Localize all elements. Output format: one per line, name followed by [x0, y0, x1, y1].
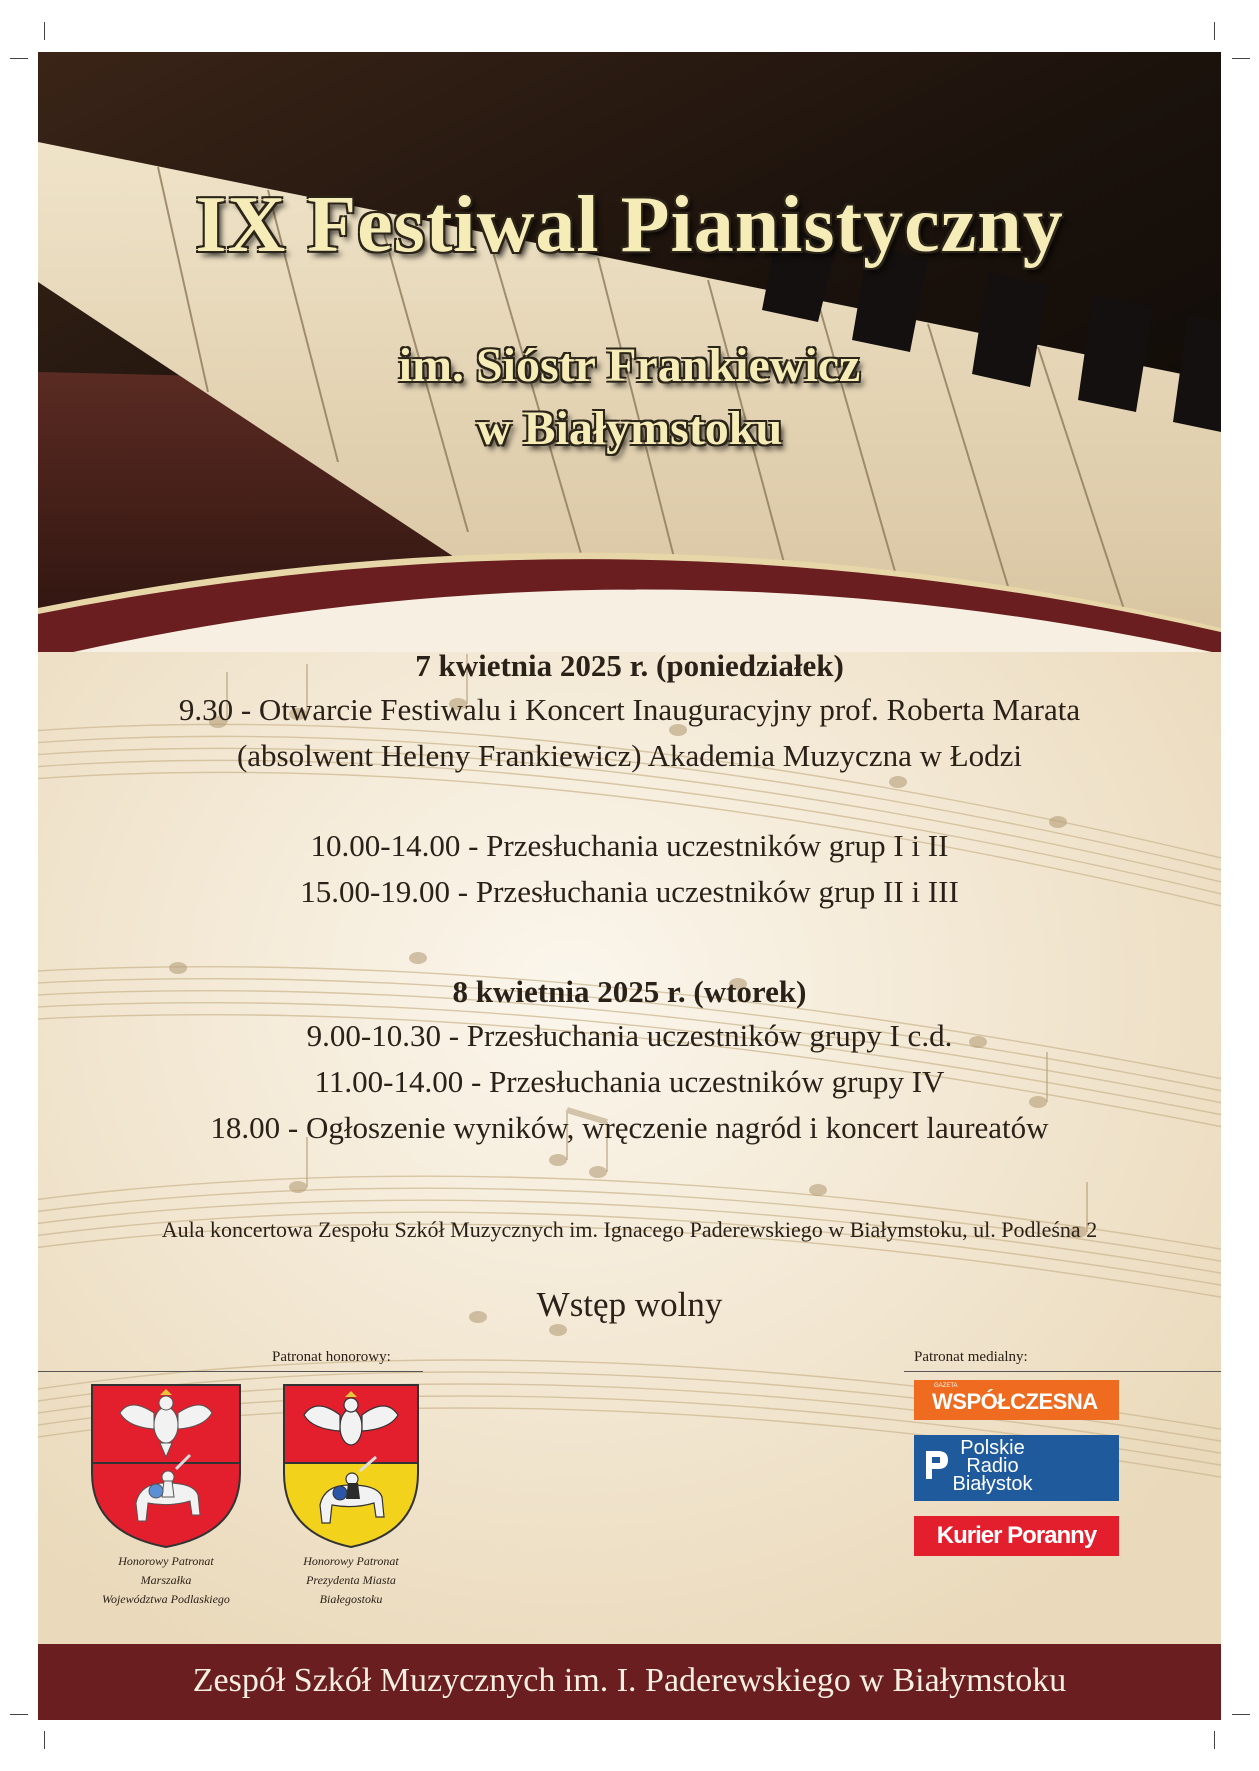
caption-line: Prezydenta Miasta	[306, 1573, 396, 1587]
logo-line: Polskie	[960, 1437, 1025, 1459]
divider-right	[904, 1371, 1221, 1372]
crop-mark	[44, 1731, 45, 1749]
free-entry-label: Wstęp wolny	[536, 1285, 723, 1324]
crop-mark	[1232, 58, 1250, 59]
crest2-caption	[266, 1552, 436, 1609]
schedule-item: 15.00-19.00 - Przesłuchania uczestników grup II i III	[300, 874, 959, 909]
polskie-radio-bialystok-logo	[914, 1435, 1119, 1501]
caption-line: Marszałka	[140, 1573, 192, 1587]
gazeta-wspolczesna-logo	[914, 1380, 1119, 1420]
poster	[38, 52, 1221, 1720]
crop-mark	[44, 22, 45, 40]
schedule-item: 18.00 - Ogłoszenie wyników, wręczenie nagród i koncert laureatów	[210, 1110, 1049, 1145]
honorary-patronage-label: Patronat honorowy:	[272, 1349, 391, 1365]
logo-line: Białystok	[952, 1473, 1033, 1495]
caption-line: Województwa Podlaskiego	[102, 1592, 230, 1606]
logo-text: WSPÓŁCZESNA	[932, 1389, 1098, 1414]
venue-address: Aula koncertowa Zespołu Szkół Muzycznych im. Ignacego Paderewskiego w Białymstoku, ul. Podleśna 2	[161, 1217, 1098, 1242]
day1-date: 7 kwietnia 2025 r. (poniedziałek)	[415, 648, 844, 683]
footer-bar	[38, 1644, 1221, 1720]
crop-mark	[1232, 1714, 1250, 1715]
festival-subtitle-line1: im. Sióstr Frankiewicz	[398, 339, 861, 392]
schedule-item: 10.00-14.00 - Przesłuchania uczestników grup I i II	[310, 828, 949, 863]
radio-logo-text	[930, 1439, 1055, 1493]
bialystok-crest-icon	[282, 1383, 420, 1549]
caption-line: Honorowy Patronat	[303, 1554, 399, 1568]
logo-line: Radio	[966, 1455, 1019, 1477]
crop-mark	[1214, 22, 1215, 40]
schedule-item: 9.00-10.30 - Przesłuchania uczestników grupy I c.d.	[306, 1018, 953, 1053]
logo-small-text: GAZETA	[934, 1383, 958, 1389]
crop-mark	[1214, 1731, 1215, 1749]
footer-school-name: Zespół Szkół Muzycznych im. I. Paderewskiego w Białymstoku	[192, 1662, 1067, 1699]
day2-date: 8 kwietnia 2025 r. (wtorek)	[452, 974, 807, 1009]
crest1-caption	[78, 1552, 254, 1609]
schedule-item: 9.30 - Otwarcie Festiwalu i Koncert Inauguracyjny prof. Roberta Marata	[178, 692, 1081, 727]
crop-mark	[10, 1714, 28, 1715]
media-patronage-label: Patronat medialny:	[914, 1349, 1028, 1365]
podlaskie-crest-icon	[90, 1383, 242, 1549]
festival-title: IX Festiwal Pianistyczny	[195, 181, 1064, 269]
caption-line: Honorowy Patronat	[118, 1554, 214, 1568]
crop-mark	[10, 58, 28, 59]
schedule-item: 11.00-14.00 - Przesłuchania uczestników grupy IV	[314, 1064, 945, 1099]
caption-line: Białegostoku	[319, 1592, 383, 1606]
divider-left	[38, 1371, 423, 1372]
festival-subtitle-line2: w Białymstoku	[476, 402, 783, 455]
kurier-poranny-logo: Kurier Poranny	[914, 1516, 1119, 1556]
schedule-item: (absolwent Heleny Frankiewicz) Akademia Muzyczna w Łodzi	[236, 738, 1023, 773]
